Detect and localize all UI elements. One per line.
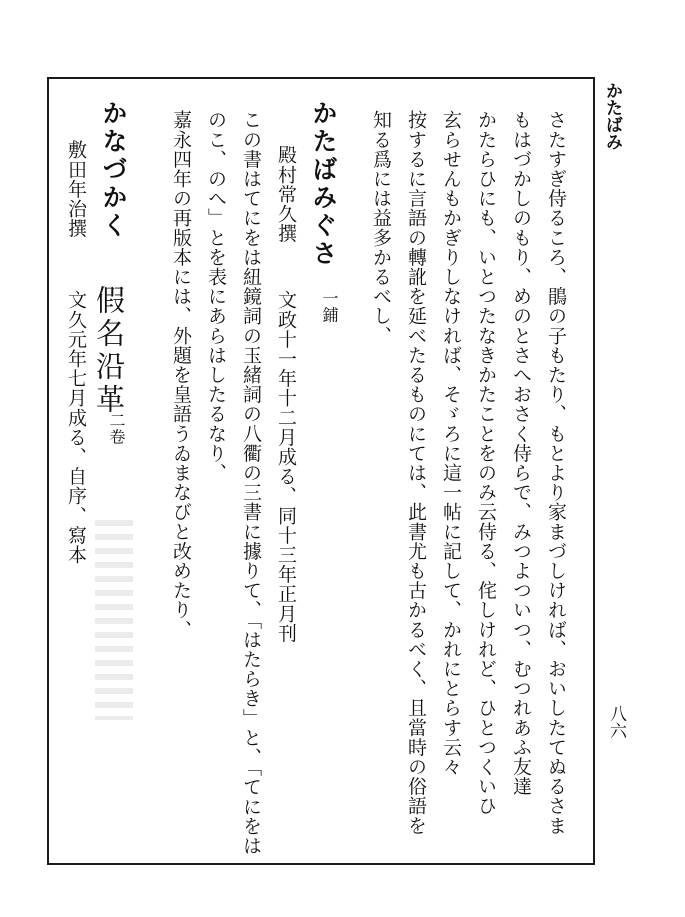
body-line-2: もはづかしのもり、めのとさへおさく侍らで、みつよついつ、むつれあふ友達 <box>510 110 532 796</box>
entry1-author: 殿村常久撰 <box>275 145 297 243</box>
entry1-desc-3: 嘉永四年の再版本には、外題を皇語うゐまなびと改めたり、 <box>170 110 192 640</box>
entry1-desc-2: のこ、のへ」とを表にあらはしたるなり、 <box>205 110 227 483</box>
running-head: かたばみ <box>602 82 622 150</box>
entry2-title: かなづかく <box>99 100 128 240</box>
page-number: 八六 <box>606 705 626 739</box>
entry2-volumes: 二卷 <box>107 412 126 446</box>
entry1-volumes: 一鋪 <box>320 290 339 324</box>
entry2-date: 文久元年七月成る、自序、寫本 <box>65 290 87 565</box>
body-line-3: かたらひにも、いとつたなきかたことをのみ云侍る、侘しけれど、ひとつくいひ <box>475 110 497 816</box>
faded-stamp-mark <box>95 520 133 720</box>
entry1-desc-1: この書はてにをは紐鏡詞の玉緒詞の八衢の三書に據りて、「はたらき」と、「てにをは <box>240 110 262 856</box>
body-line-6: 知る爲には益多かるべし、 <box>370 110 392 346</box>
entry2-heading: 假名沿革 <box>92 285 126 417</box>
body-line-5: 按するに言語の轉訛を延べたるものにては、此書尤も古かるべく、且當時の俗語を <box>405 110 427 836</box>
entry1-date: 文政十一年十二月成る、同十三年正月刊 <box>275 290 297 643</box>
body-line-1: さたすぎ侍るころ、鵑の子もたり、もとより家まづしければ、おいしたてぬるさま <box>545 110 567 836</box>
entry2-author: 敷田年治撰 <box>65 140 87 238</box>
entry1-title: かたばみぐさ <box>309 100 338 268</box>
body-line-4: 玄らせんもかぎりしなければ、そゞろに這一帖に記して、かれにとらす云々 <box>440 110 462 777</box>
